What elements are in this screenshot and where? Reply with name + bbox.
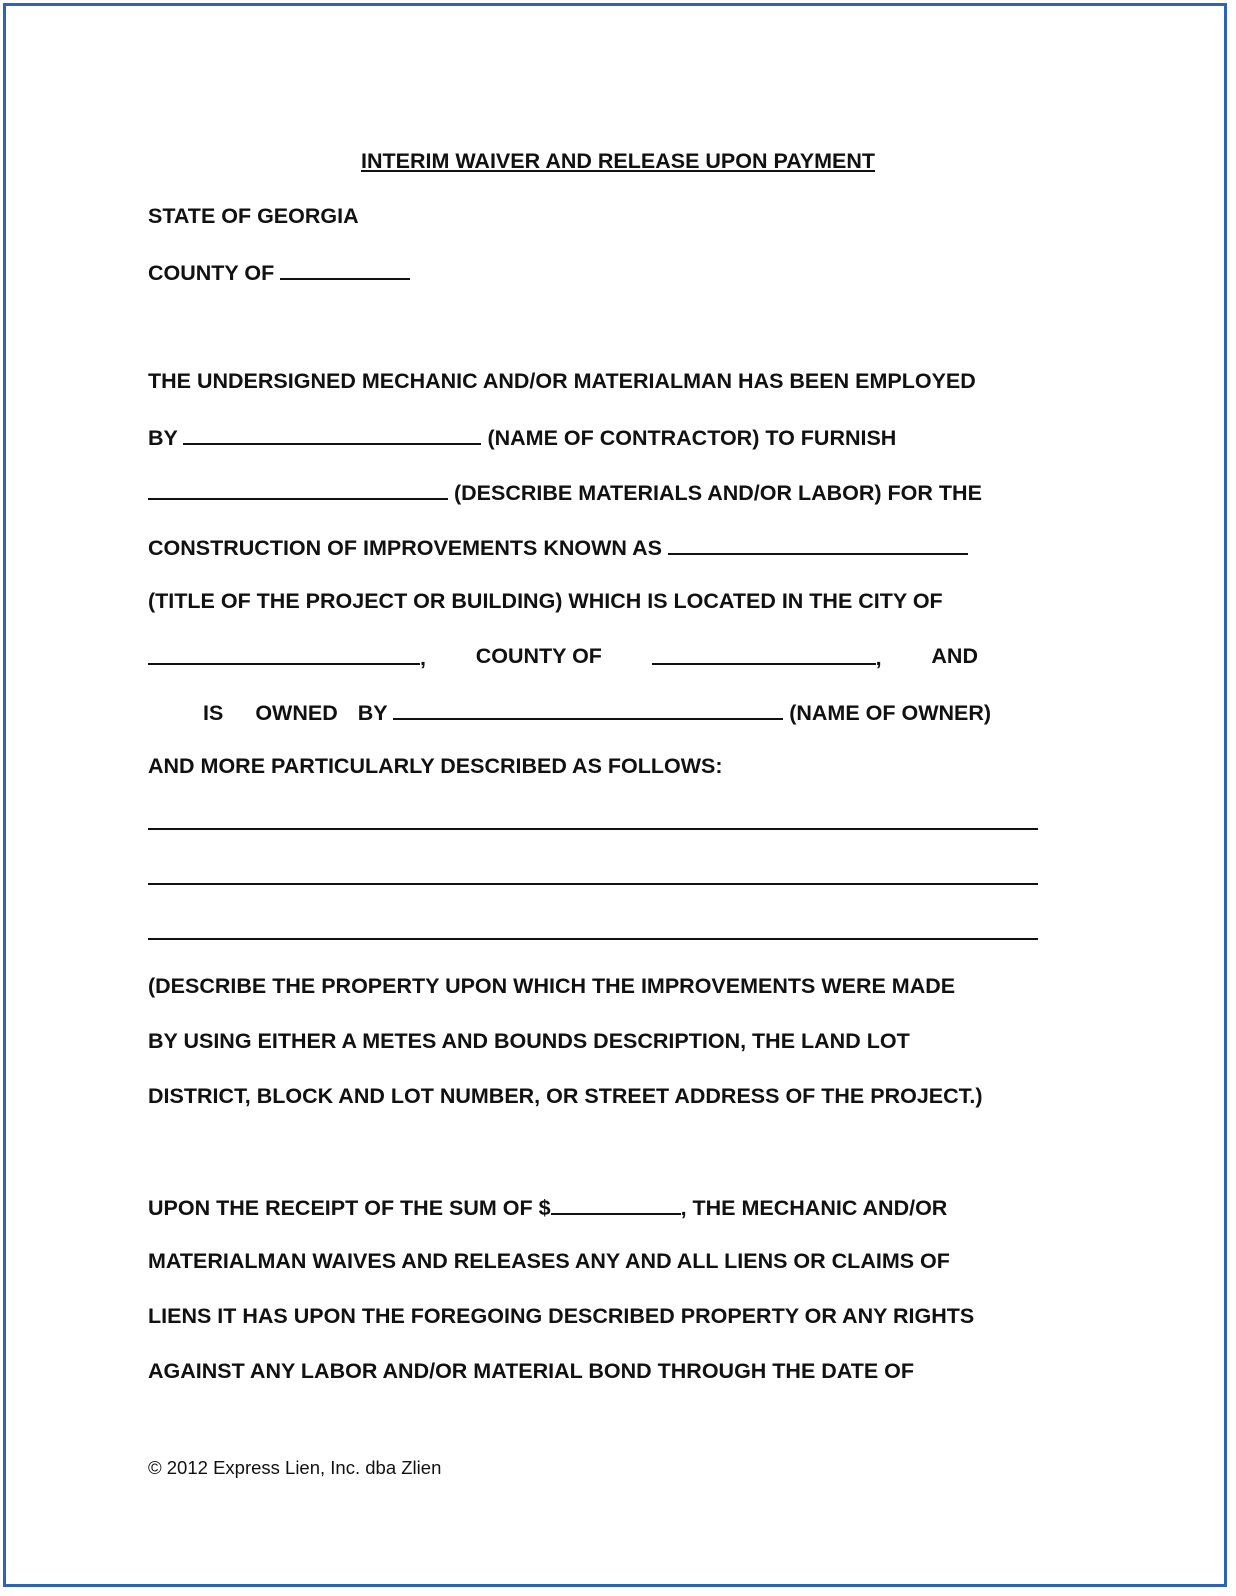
by-owner-label: BY	[357, 701, 388, 725]
county-blank-2[interactable]	[652, 643, 876, 665]
description-line-2[interactable]	[148, 863, 1038, 891]
owned-label: OWNED	[255, 701, 338, 725]
county-line	[148, 258, 410, 286]
page-border	[3, 3, 1227, 1587]
para1-line-8: AND MORE PARTICULARLY DESCRIBED AS FOLLOWS:	[148, 754, 723, 778]
sum-suffix: , THE MECHANIC AND/OR	[680, 1196, 948, 1220]
county-of-label: COUNTY OF	[475, 644, 602, 668]
contractor-name-blank[interactable]	[183, 423, 481, 445]
owner-label: (NAME OF OWNER)	[789, 701, 992, 725]
para1-line-3	[148, 478, 982, 506]
and-label: AND	[931, 644, 978, 668]
materials-label: (DESCRIBE MATERIALS AND/OR LABOR) FOR THE	[453, 481, 982, 505]
is-label: IS	[203, 701, 224, 725]
para1-line-2	[148, 423, 896, 451]
description-line-3[interactable]	[148, 918, 1038, 946]
copyright-notice: © 2012 Express Lien, Inc. dba Zlien	[148, 1457, 442, 1478]
owner-blank[interactable]	[393, 698, 783, 720]
project-title-blank[interactable]	[668, 533, 968, 555]
sum-label: UPON THE RECEIPT OF THE SUM OF $	[148, 1196, 551, 1220]
sum-blank[interactable]	[551, 1193, 681, 1215]
para2-line-3: LIENS IT HAS UPON THE FOREGOING DESCRIBED PROPERTY OR ANY RIGHTS	[148, 1304, 975, 1328]
contractor-label: (NAME OF CONTRACTOR) TO FURNISH	[487, 426, 897, 450]
describe-line-3: DISTRICT, BLOCK AND LOT NUMBER, OR STREET ADDRESS OF THE PROJECT.)	[148, 1084, 983, 1108]
description-line-1[interactable]	[148, 808, 1038, 836]
para1-line-4	[148, 533, 968, 561]
document-title: INTERIM WAIVER AND RELEASE UPON PAYMENT	[360, 149, 876, 173]
describe-line-1: (DESCRIBE THE PROPERTY UPON WHICH THE IMPROVEMENTS WERE MADE	[148, 974, 956, 998]
para2-line-4: AGAINST ANY LABOR AND/OR MATERIAL BOND THROUGH THE DATE OF	[148, 1359, 915, 1383]
para1-line-1: THE UNDERSIGNED MECHANIC AND/OR MATERIALMAN HAS BEEN EMPLOYED	[148, 369, 976, 393]
materials-blank[interactable]	[148, 478, 448, 500]
by-label: BY	[148, 426, 178, 450]
para1-line-5: (TITLE OF THE PROJECT OR BUILDING) WHICH IS LOCATED IN THE CITY OF	[148, 589, 943, 613]
improvements-label: CONSTRUCTION OF IMPROVEMENTS KNOWN AS	[148, 536, 663, 560]
para1-line-7	[203, 698, 991, 726]
para2-line-2: MATERIALMAN WAIVES AND RELEASES ANY AND ALL LIENS OR CLAIMS OF	[148, 1249, 950, 1273]
county-blank[interactable]	[280, 258, 410, 280]
describe-line-2: BY USING EITHER A METES AND BOUNDS DESCRIPTION, THE LAND LOT	[148, 1029, 910, 1053]
para1-line-6: , COUNTY OF , AND	[148, 643, 978, 671]
county-label: COUNTY OF	[148, 261, 275, 285]
para2-line-1	[148, 1193, 947, 1221]
state-line: STATE OF GEORGIA	[148, 204, 359, 228]
city-blank[interactable]	[148, 643, 420, 665]
